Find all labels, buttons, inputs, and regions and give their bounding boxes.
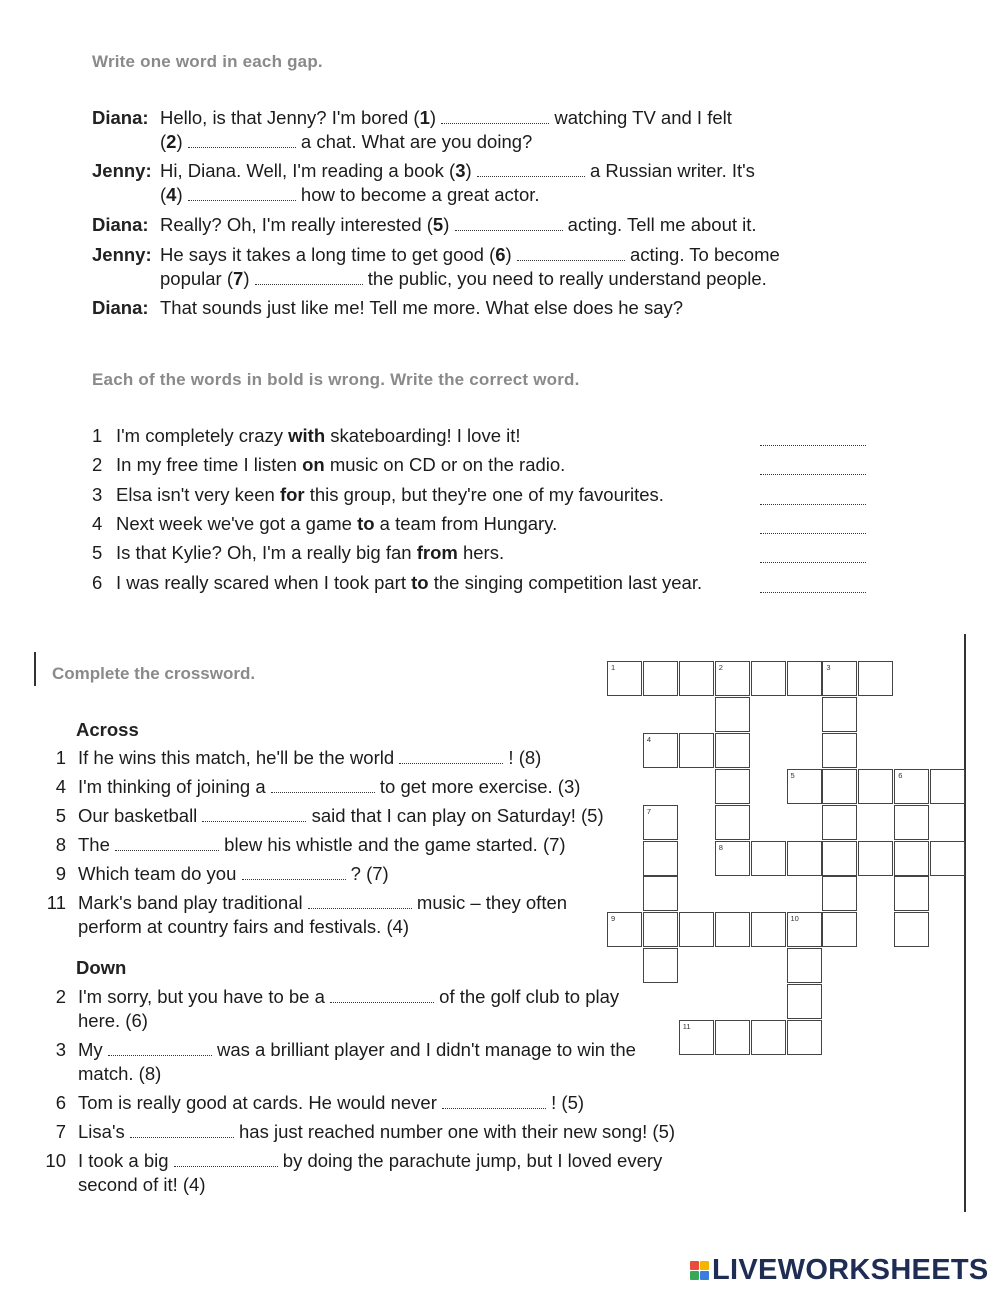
- clue-text-start: Our basketball: [78, 805, 203, 826]
- correction-item: 4 Next week we've got a game to a team from Hungary.: [92, 512, 558, 534]
- across-heading: Across: [76, 719, 139, 740]
- clue-text-start: The: [78, 834, 116, 855]
- column-divider: [964, 634, 966, 1212]
- crossword-cell[interactable]: [607, 912, 642, 947]
- dialogue-text: He says it takes a long time to get good (6) acting. To become popular (7) the public, you need to really understand people.: [160, 244, 780, 289]
- clue: [40, 1091, 680, 1115]
- clue-number: 1: [55, 747, 66, 768]
- answer-line[interactable]: [760, 444, 866, 446]
- clue-text: [78, 1091, 680, 1115]
- crossword-cell[interactable]: [822, 876, 857, 911]
- crossword-cell[interactable]: [715, 912, 750, 947]
- crossword-cell[interactable]: [715, 733, 750, 768]
- clue-text-start: If he wins this match, he'll be the world: [78, 747, 400, 768]
- clue: [40, 862, 640, 886]
- clue-text-start: Which team do you: [78, 863, 242, 884]
- cell-number: 4: [646, 734, 652, 744]
- cell-number: 9: [611, 914, 616, 924]
- correction-item: 6 I was really scared when I took part to the singing competition last year.: [92, 571, 703, 593]
- crossword-cell[interactable]: [894, 912, 929, 947]
- cell-number: 2: [718, 663, 723, 672]
- crossword-cell[interactable]: [822, 661, 857, 696]
- gap-number: 4: [166, 184, 177, 205]
- clue-gap: [115, 837, 219, 851]
- clue: [40, 833, 640, 857]
- gap-number: 6: [495, 244, 506, 265]
- dialogue-line: [92, 106, 852, 154]
- clue: [40, 746, 640, 770]
- wrong-word: with: [288, 425, 326, 446]
- wrong-word: on: [302, 454, 325, 476]
- crossword-cell[interactable]: [715, 697, 750, 732]
- wrong-word: to: [357, 512, 375, 534]
- crossword-cell[interactable]: [679, 912, 714, 947]
- answer-gap[interactable]: [188, 134, 296, 148]
- liveworksheets-logo: [690, 1254, 989, 1287]
- dialogue-text: Really? Oh, I'm really interested (5) acting. Tell me about it.: [160, 214, 757, 235]
- correction-item: 2 In my free time I listen on music on CD or on the radio.: [92, 454, 566, 476]
- clue-gap: [442, 1095, 546, 1109]
- crossword-cell[interactable]: [858, 661, 893, 696]
- clue: [40, 775, 640, 799]
- crossword-cell[interactable]: [858, 769, 893, 804]
- crossword-cell[interactable]: [679, 733, 714, 768]
- crossword-cell[interactable]: [715, 1020, 750, 1055]
- exercise1-instruction: Write one word in each gap.: [92, 52, 323, 71]
- dialogue-line: [92, 296, 852, 320]
- correction-item: 5 Is that Kylie? Oh, I'm a really big fan from hers.: [92, 542, 505, 564]
- cell-number: 3: [826, 663, 831, 672]
- clue-text-start: Lisa's: [78, 1121, 130, 1142]
- answer-gap[interactable]: [188, 187, 296, 201]
- clue-text-end: of the golf club to play here. (6): [78, 986, 620, 1031]
- clue-text: [78, 833, 640, 857]
- answer-line[interactable]: [760, 591, 866, 593]
- clue-text: [78, 746, 640, 770]
- crossword-cell[interactable]: [643, 912, 678, 947]
- item-number: 2: [92, 454, 103, 476]
- dialogue-line: [92, 213, 852, 237]
- crossword-cell[interactable]: [715, 661, 750, 696]
- clue-number: 4: [55, 776, 66, 797]
- clue-number: 6: [55, 1092, 66, 1113]
- crossword-cell[interactable]: [894, 769, 929, 804]
- exercise3-instruction: Complete the crossword.: [52, 664, 256, 683]
- clue-text-end: ! (5): [546, 1092, 585, 1113]
- item-number: 1: [92, 425, 103, 446]
- answer-line[interactable]: [760, 532, 866, 534]
- clue-number: 2: [55, 986, 66, 1007]
- crossword-cell[interactable]: [643, 876, 678, 911]
- clue-text: [78, 804, 640, 828]
- clue-number: 7: [55, 1121, 66, 1142]
- dialogue-text: Hello, is that Jenny? I'm bored (1) watching TV and I felt (2) a chat. What are you doing?: [160, 107, 732, 152]
- clue-text-start: I'm thinking of joining a: [78, 776, 271, 797]
- answer-line[interactable]: [760, 473, 866, 475]
- clue-text-end: music – they often perform at country fairs and festivals. (4): [78, 892, 568, 937]
- crossword-cell[interactable]: [643, 733, 678, 768]
- exercise2-instruction: Each of the words in bold is wrong. Write the correct word.: [92, 370, 580, 389]
- crossword-cell[interactable]: [715, 841, 750, 876]
- clue-text-end: ! (8): [503, 747, 542, 768]
- clue-text-end: ? (7): [345, 863, 389, 884]
- item-number: 4: [92, 512, 103, 534]
- speaker-name: Diana:: [92, 297, 149, 318]
- gap-number: 1: [419, 107, 430, 128]
- wrong-word: to: [411, 571, 429, 593]
- answer-gap[interactable]: [477, 163, 585, 177]
- dialogue-text: Hi, Diana. Well, I'm reading a book (3) a Russian writer. It's (4) how to become a great actor.: [160, 160, 755, 205]
- crossword-cell[interactable]: [751, 912, 786, 947]
- crossword-cell[interactable]: [858, 841, 893, 876]
- clue-text-start: I took a big: [78, 1150, 174, 1171]
- clue-text: [78, 775, 640, 799]
- clue-text-end: by doing the parachute jump, but I loved every second of it! (4): [78, 1150, 663, 1195]
- correction-item: 3 Elsa isn't very keen for this group, but they're one of my favourites.: [92, 483, 664, 505]
- answer-gap[interactable]: [441, 110, 549, 124]
- answer-line[interactable]: [760, 561, 866, 563]
- clue-gap: [271, 779, 375, 793]
- crossword-cell[interactable]: [822, 769, 857, 804]
- clue-gap: [202, 808, 306, 822]
- wrong-word: from: [416, 542, 458, 564]
- clue-number: 8: [55, 834, 66, 855]
- clue-text: [78, 891, 580, 939]
- clue-gap: [130, 1124, 234, 1138]
- clue-gap: [330, 989, 434, 1003]
- cell-number: 10: [790, 914, 799, 924]
- clue-text-end: has just reached number one with their new song! (5): [233, 1121, 676, 1142]
- crossword-cell[interactable]: [930, 841, 965, 876]
- crossword-cell[interactable]: [787, 661, 822, 696]
- clue-text-end: said that I can play on Saturday! (5): [306, 805, 604, 826]
- clue-text-end: to get more exercise. (3): [374, 776, 581, 797]
- clue: [40, 1038, 650, 1086]
- crossword-cell[interactable]: [715, 805, 750, 840]
- crossword-cell[interactable]: [787, 948, 822, 983]
- clue: [40, 891, 580, 939]
- crossword-cell[interactable]: [679, 661, 714, 696]
- speaker-name: Jenny:: [92, 160, 152, 181]
- cell-number: 6: [898, 770, 903, 780]
- gap-number: 5: [432, 214, 444, 235]
- clue: [40, 985, 640, 1033]
- crossword-cell[interactable]: [643, 841, 678, 876]
- crossword-cell[interactable]: [822, 912, 857, 947]
- crossword-cell[interactable]: [643, 948, 678, 983]
- logo-text: LIVEWORKSHEETS: [712, 1254, 989, 1286]
- crossword-cell[interactable]: [751, 841, 786, 876]
- clue-text: [78, 1038, 650, 1086]
- crossword-cell[interactable]: [822, 733, 857, 768]
- item-number: 3: [92, 483, 103, 505]
- crossword-cell[interactable]: [751, 1020, 786, 1055]
- clue-text: [78, 1149, 680, 1197]
- clue-text: [78, 1120, 690, 1144]
- clue: [40, 1149, 680, 1197]
- crossword-cell[interactable]: [822, 841, 857, 876]
- crossword-cell[interactable]: [787, 984, 822, 1019]
- clue-text-start: My: [78, 1039, 108, 1060]
- clue-text-start: Mark's band play traditional: [78, 892, 308, 913]
- correction-item: 1 I'm completely crazy with skateboarding! I love it!: [92, 425, 521, 446]
- gap-number: 7: [233, 268, 244, 289]
- cell-number: 11: [682, 1022, 691, 1031]
- clue-gap: [308, 895, 412, 909]
- dialogue-line: [92, 243, 852, 291]
- clue-gap: [399, 750, 503, 764]
- gap-number: 3: [455, 160, 466, 181]
- crossword-cell[interactable]: [679, 1020, 714, 1055]
- clue-number: 11: [46, 892, 66, 913]
- clue-number: 9: [55, 863, 66, 884]
- crossword-cell[interactable]: [643, 661, 678, 696]
- logo-icon: [690, 1261, 709, 1280]
- cell-number: 5: [790, 770, 795, 780]
- crossword-cell[interactable]: [894, 841, 929, 876]
- answer-gap[interactable]: [255, 271, 363, 285]
- dialogue-text: That sounds just like me! Tell me more. What else does he say?: [160, 297, 684, 318]
- clue-gap: [108, 1042, 212, 1056]
- crossword-cell[interactable]: [787, 1020, 822, 1055]
- crossword-cell[interactable]: [822, 697, 857, 732]
- down-heading: Down: [76, 957, 127, 978]
- crossword-cell[interactable]: [787, 769, 822, 804]
- crossword-cell[interactable]: [894, 876, 929, 911]
- cell-number: 1: [611, 663, 616, 672]
- clue-text: [78, 985, 640, 1033]
- clue-text: [78, 862, 640, 886]
- crossword-cell[interactable]: [715, 769, 750, 804]
- speaker-name: Jenny:: [92, 244, 152, 265]
- cell-number: 7: [646, 806, 652, 816]
- wrong-word: for: [279, 483, 305, 505]
- crossword-cell[interactable]: [894, 805, 929, 840]
- crossword-cell[interactable]: [643, 805, 678, 840]
- answer-gap[interactable]: [455, 217, 563, 231]
- clue: [40, 1120, 690, 1144]
- item-number: 5: [92, 542, 103, 564]
- speaker-name: Diana:: [92, 107, 149, 128]
- clue: [40, 804, 640, 828]
- clue-number: 5: [55, 805, 66, 826]
- crossword-cell[interactable]: [787, 841, 822, 876]
- dialogue-line: [92, 159, 852, 207]
- clue-text-end: blew his whistle and the game started. (7): [219, 834, 566, 855]
- crossword-cell[interactable]: [607, 661, 642, 696]
- clue-number: 10: [45, 1150, 66, 1171]
- crossword-cell[interactable]: [751, 661, 786, 696]
- crossword-cell[interactable]: [787, 912, 822, 947]
- section-marker: [34, 652, 36, 686]
- clue-text-start: Tom is really good at cards. He would never: [78, 1092, 443, 1113]
- gap-number: 2: [166, 131, 177, 152]
- answer-gap[interactable]: [517, 247, 625, 261]
- clue-number: 3: [55, 1039, 66, 1060]
- clue-text-end: was a brilliant player and I didn't manage to win the match. (8): [78, 1039, 636, 1084]
- answer-line[interactable]: [760, 503, 866, 505]
- clue-text-start: I'm sorry, but you have to be a: [78, 986, 331, 1007]
- clue-gap: [174, 1153, 278, 1167]
- crossword-cell[interactable]: [930, 769, 965, 804]
- clue-gap: [242, 866, 346, 880]
- speaker-name: Diana:: [92, 214, 149, 235]
- crossword-cell[interactable]: [822, 805, 857, 840]
- item-number: 6: [92, 571, 103, 593]
- cell-number: 8: [718, 842, 723, 852]
